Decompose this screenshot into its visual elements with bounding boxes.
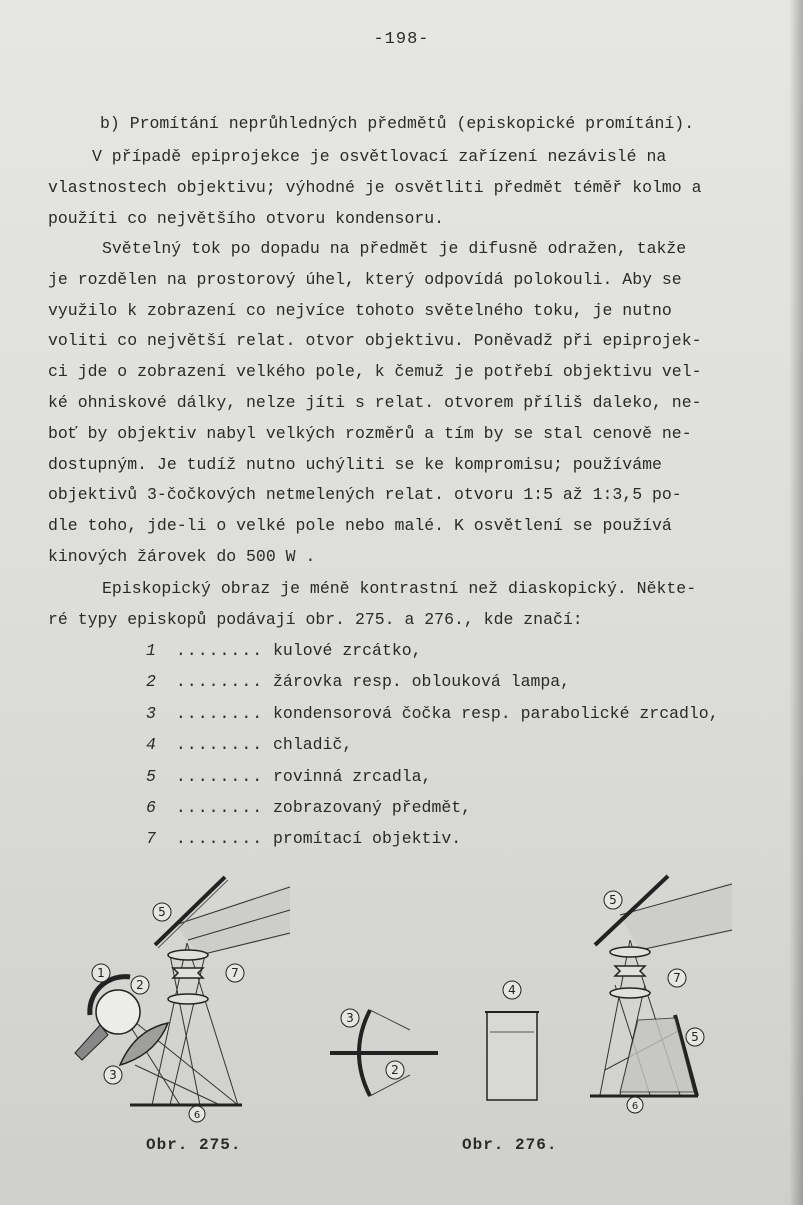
paragraph-1 (48, 142, 760, 234)
legend-item (146, 641, 719, 672)
callout-label: 6 (193, 1110, 201, 1121)
legend-dots: ........ (175, 672, 264, 692)
figure-275-caption: Obr. 275. (146, 1136, 242, 1154)
paragraph-line: kinových žárovek do 500 W . (48, 546, 316, 566)
paragraph-line: ci jde o zobrazení velkého pole, k čemuž je potřebí objektivu vel- (48, 362, 702, 382)
callout-label: 7 (231, 966, 239, 980)
callout-label: 5 (691, 1030, 699, 1044)
legend-text: kulové zrcátko, (273, 641, 422, 660)
objective-lens-shape (610, 988, 650, 998)
legend-text: žárovka resp. oblouková lampa, (273, 672, 571, 692)
legend-number: 3 (146, 703, 156, 723)
paragraph-line: Světelný tok po dopadu na předmět je difusně odražen, takže (102, 239, 687, 258)
legend-item (146, 798, 719, 829)
callout-label: 6 (631, 1101, 639, 1112)
section-heading: b) Promítání neprůhledných předmětů (episkopické promítání). (100, 114, 695, 133)
legend-dots: ........ (175, 829, 264, 849)
callout-label: 2 (391, 1063, 399, 1077)
cooler-beaker-shape (487, 1012, 537, 1100)
legend-text: chladič, (273, 735, 353, 755)
objective-lens-shape (173, 968, 203, 978)
paragraph-line: Episkopický obraz je méně kontrastní než diaskopický. Někte- (102, 579, 697, 598)
legend-item (146, 767, 719, 798)
paragraph-line: použíti co největšího otvoru kondensoru. (48, 208, 445, 228)
callout-label: 2 (136, 978, 144, 992)
paragraph-2 (48, 234, 760, 573)
callout-label: 7 (673, 971, 681, 985)
paragraph-line: dle toho, jde-li o velké pole nebo malé. K osvětlení se používá (48, 516, 672, 536)
legend-dots: ........ (175, 766, 264, 786)
objective-lens-shape (168, 950, 208, 960)
callout-label: 4 (508, 983, 516, 997)
figure-276-diagram (320, 870, 760, 1135)
legend-dots: ........ (175, 641, 264, 660)
paragraph-line: ré typy episkopů podávají obr. 275. a 276., kde značí: (48, 609, 583, 629)
paragraph-line: dostupným. Je tudíž nutno uchýliti se ke kompromisu; používáme (48, 454, 662, 474)
callout-label: 3 (346, 1011, 354, 1025)
legend-dots: ........ (175, 735, 264, 755)
paragraph-3 (48, 574, 760, 636)
legend-text: promítací objektiv. (273, 829, 462, 849)
paragraph-line: objektivů 3-čočkových netmelených relat. otvoru 1:5 až 1:3,5 po- (48, 485, 682, 505)
paragraph-line: ké ohniskové dálky, nelze jíti s relat. otvorem příliš daleko, ne- (48, 392, 702, 412)
legend-text: zobrazovaný předmět, (273, 797, 472, 817)
legend-list (146, 641, 719, 861)
legend-number: 1 (146, 641, 156, 660)
paragraph-line: voliti co největší relat. otvor objektivu. Poněvadž při epiprojek- (48, 331, 702, 351)
paragraph-line: je rozdělen na prostorový úhel, který odpovídá polokouli. Aby se (48, 269, 682, 289)
legend-item (146, 704, 719, 735)
legend-dots: ........ (175, 797, 264, 817)
callout-label: 3 (109, 1068, 117, 1082)
objective-lens-shape (615, 966, 645, 976)
bulb-shape (96, 990, 140, 1034)
paragraph-line: boť by objektiv nabyl velkých rozměrů a tím by se stal cenově ne- (48, 423, 692, 443)
callout-label: 5 (158, 905, 166, 919)
legend-item (146, 735, 719, 766)
bulb-base-shape (75, 1025, 108, 1060)
legend-item (146, 829, 719, 860)
paragraph-line: vlastnostech objektivu; výhodné je osvětliti předmět téměř kolmo a (48, 177, 702, 197)
legend-text: rovinná zrcadla, (273, 766, 432, 786)
legend-dots: ........ (175, 703, 264, 723)
callout-label: 1 (97, 966, 105, 980)
objective-lens-shape (168, 994, 208, 1004)
callout-label: 5 (609, 893, 617, 907)
page-edge-shadow (789, 0, 803, 1205)
legend-number: 5 (146, 766, 156, 786)
legend-text: kondensorová čočka resp. parabolické zrcadlo, (273, 703, 719, 723)
page-number: -198- (373, 30, 430, 49)
paragraph-line: využilo k zobrazení co nejvíce tohoto světelného toku, je nutno (48, 300, 672, 320)
figure-276-caption: Obr. 276. (462, 1136, 558, 1154)
paragraph-line: V případě epiprojekce je osvětlovací zařízení nezávislé na (92, 147, 667, 166)
legend-number: 4 (146, 735, 156, 755)
legend-item (146, 672, 719, 703)
figure-275-diagram (60, 865, 360, 1135)
legend-number: 7 (146, 829, 156, 849)
objective-lens-shape (610, 947, 650, 957)
legend-number: 2 (146, 672, 156, 692)
legend-number: 6 (146, 797, 156, 817)
